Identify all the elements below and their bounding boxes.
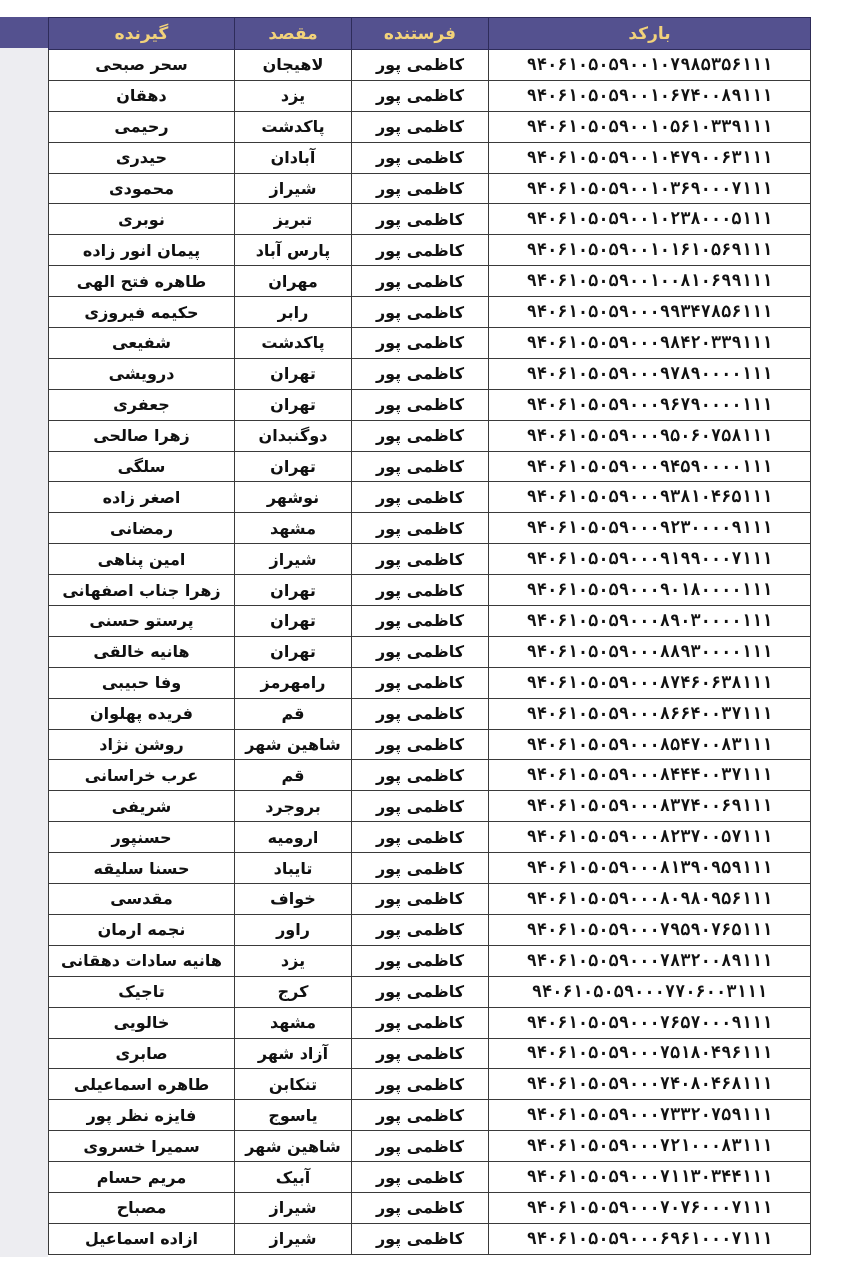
- destination-cell: تهران: [235, 389, 352, 420]
- recipient-cell: عرب خراسانی: [49, 760, 235, 791]
- table-row: [49, 1162, 811, 1193]
- sender-cell: کاظمی پور: [352, 1069, 489, 1100]
- table-row: [49, 1192, 811, 1223]
- table-row: [49, 358, 811, 389]
- barcode-cell: ۹۴۰۶۱۰۵۰۵۹۰۰۱۰۲۳۸۰۰۰۵۱۱۱: [489, 204, 811, 235]
- barcode-cell: ۹۴۰۶۱۰۵۰۵۹۰۰۰۷۹۵۹۰۷۶۵۱۱۱: [489, 914, 811, 945]
- barcode-cell: ۹۴۰۶۱۰۵۰۵۹۰۰۰۸۴۴۴۰۰۳۷۱۱۱: [489, 760, 811, 791]
- table-row: [49, 698, 811, 729]
- destination-cell: شاهین شهر: [235, 1131, 352, 1162]
- shipment-table-container: [48, 17, 810, 1255]
- destination-cell: خواف: [235, 884, 352, 915]
- sender-cell: کاظمی پور: [352, 50, 489, 81]
- recipient-cell: جعفری: [49, 389, 235, 420]
- sender-cell: کاظمی پور: [352, 80, 489, 111]
- barcode-cell: ۹۴۰۶۱۰۵۰۵۹۰۰۰۶۹۶۱۰۰۰۷۱۱۱: [489, 1223, 811, 1254]
- destination-cell: پاکدشت: [235, 111, 352, 142]
- sender-cell: کاظمی پور: [352, 544, 489, 575]
- table-row: [49, 482, 811, 513]
- table-row: [49, 853, 811, 884]
- sender-cell: کاظمی پور: [352, 297, 489, 328]
- sender-cell: کاظمی پور: [352, 884, 489, 915]
- table-row: [49, 111, 811, 142]
- recipient-cell: فایزه نظر پور: [49, 1100, 235, 1131]
- recipient-cell: زهرا جناب اصفهانی: [49, 575, 235, 606]
- barcode-cell: ۹۴۰۶۱۰۵۰۵۹۰۰۰۹۸۴۲۰۳۳۹۱۱۱: [489, 328, 811, 359]
- recipient-cell: شفیعی: [49, 328, 235, 359]
- sender-cell: کاظمی پور: [352, 328, 489, 359]
- barcode-cell: ۹۴۰۶۱۰۵۰۵۹۰۰۰۹۹۳۴۷۸۵۶۱۱۱: [489, 297, 811, 328]
- barcode-cell: ۹۴۰۶۱۰۵۰۵۹۰۰۰۹۷۸۹۰۰۰۰۱۱۱: [489, 358, 811, 389]
- recipient-cell: درویشی: [49, 358, 235, 389]
- sender-cell: کاظمی پور: [352, 822, 489, 853]
- recipient-cell: مریم حسام: [49, 1162, 235, 1193]
- table-row: [49, 575, 811, 606]
- recipient-cell: هانیه خالقی: [49, 636, 235, 667]
- side-strip-header: [0, 17, 48, 48]
- table-body: [49, 50, 811, 1255]
- sender-cell: کاظمی پور: [352, 482, 489, 513]
- recipient-cell: طاهره فتح الهی: [49, 266, 235, 297]
- destination-cell: تهران: [235, 606, 352, 637]
- table-row: [49, 976, 811, 1007]
- table-row: [49, 544, 811, 575]
- recipient-cell: روشن نژاد: [49, 729, 235, 760]
- barcode-cell: ۹۴۰۶۱۰۵۰۵۹۰۰۰۸۳۷۴۰۰۶۹۱۱۱: [489, 791, 811, 822]
- sender-cell: کاظمی پور: [352, 1038, 489, 1069]
- destination-cell: تبریز: [235, 204, 352, 235]
- recipient-cell: امین پناهی: [49, 544, 235, 575]
- barcode-cell: ۹۴۰۶۱۰۵۰۵۹۰۰۰۸۶۶۴۰۰۳۷۱۱۱: [489, 698, 811, 729]
- recipient-cell: هانیه سادات دهقانی: [49, 945, 235, 976]
- barcode-cell: ۹۴۰۶۱۰۵۰۵۹۰۰۱۰۱۶۱۰۵۶۹۱۱۱: [489, 235, 811, 266]
- sender-cell: کاظمی پور: [352, 575, 489, 606]
- destination-cell: راور: [235, 914, 352, 945]
- sender-cell: کاظمی پور: [352, 1007, 489, 1038]
- recipient-cell: سحر صبحی: [49, 50, 235, 81]
- sender-cell: کاظمی پور: [352, 451, 489, 482]
- destination-cell: دوگنبدان: [235, 420, 352, 451]
- barcode-cell: ۹۴۰۶۱۰۵۰۵۹۰۰۰۷۷۰۶۰۰۳۱۱۱: [489, 976, 811, 1007]
- recipient-cell: خالویی: [49, 1007, 235, 1038]
- sender-cell: کاظمی پور: [352, 173, 489, 204]
- barcode-cell: ۹۴۰۶۱۰۵۰۵۹۰۰۰۹۶۷۹۰۰۰۰۱۱۱: [489, 389, 811, 420]
- side-strip: [0, 17, 48, 1257]
- destination-cell: آبادان: [235, 142, 352, 173]
- barcode-cell: ۹۴۰۶۱۰۵۰۵۹۰۰۰۷۰۷۶۰۰۰۷۱۱۱: [489, 1192, 811, 1223]
- barcode-cell: ۹۴۰۶۱۰۵۰۵۹۰۰۰۹۵۰۶۰۷۵۸۱۱۱: [489, 420, 811, 451]
- barcode-cell: ۹۴۰۶۱۰۵۰۵۹۰۰۱۰۵۶۱۰۳۳۹۱۱۱: [489, 111, 811, 142]
- table-row: [49, 729, 811, 760]
- destination-cell: شیراز: [235, 1223, 352, 1254]
- table-row: [49, 204, 811, 235]
- destination-cell: شیراز: [235, 1192, 352, 1223]
- table-row: [49, 884, 811, 915]
- recipient-cell: محمودی: [49, 173, 235, 204]
- destination-cell: یزد: [235, 945, 352, 976]
- sender-cell: کاظمی پور: [352, 698, 489, 729]
- barcode-cell: ۹۴۰۶۱۰۵۰۵۹۰۰۰۷۳۳۲۰۷۵۹۱۱۱: [489, 1100, 811, 1131]
- column-header-recipient: گیرنده: [49, 18, 235, 50]
- shipment-table: [48, 17, 811, 1255]
- recipient-cell: زهرا صالحی: [49, 420, 235, 451]
- sender-cell: کاظمی پور: [352, 1192, 489, 1223]
- barcode-cell: ۹۴۰۶۱۰۵۰۵۹۰۰۰۷۱۱۳۰۳۴۴۱۱۱: [489, 1162, 811, 1193]
- destination-cell: تایباد: [235, 853, 352, 884]
- sender-cell: کاظمی پور: [352, 945, 489, 976]
- barcode-cell: ۹۴۰۶۱۰۵۰۵۹۰۰۰۸۱۳۹۰۹۵۹۱۱۱: [489, 853, 811, 884]
- sender-cell: کاظمی پور: [352, 358, 489, 389]
- destination-cell: یاسوج: [235, 1100, 352, 1131]
- destination-cell: نوشهر: [235, 482, 352, 513]
- sender-cell: کاظمی پور: [352, 204, 489, 235]
- barcode-cell: ۹۴۰۶۱۰۵۰۵۹۰۰۰۷۶۵۷۰۰۰۹۱۱۱: [489, 1007, 811, 1038]
- sender-cell: کاظمی پور: [352, 1223, 489, 1254]
- destination-cell: قم: [235, 760, 352, 791]
- barcode-cell: ۹۴۰۶۱۰۵۰۵۹۰۰۰۷۲۱۰۰۰۸۳۱۱۱: [489, 1131, 811, 1162]
- recipient-cell: حکیمه فیروزی: [49, 297, 235, 328]
- table-row: [49, 420, 811, 451]
- sender-cell: کاظمی پور: [352, 420, 489, 451]
- destination-cell: رابر: [235, 297, 352, 328]
- barcode-cell: ۹۴۰۶۱۰۵۰۵۹۰۰۰۸۰۹۸۰۹۵۶۱۱۱: [489, 884, 811, 915]
- destination-cell: ارومیه: [235, 822, 352, 853]
- destination-cell: کرج: [235, 976, 352, 1007]
- sender-cell: کاظمی پور: [352, 791, 489, 822]
- barcode-cell: ۹۴۰۶۱۰۵۰۵۹۰۰۰۹۱۹۹۰۰۰۷۱۱۱: [489, 544, 811, 575]
- destination-cell: آزاد شهر: [235, 1038, 352, 1069]
- recipient-cell: پرستو حسنی: [49, 606, 235, 637]
- table-row: [49, 636, 811, 667]
- recipient-cell: نوبری: [49, 204, 235, 235]
- sender-cell: کاظمی پور: [352, 235, 489, 266]
- table-row: [49, 1131, 811, 1162]
- sender-cell: کاظمی پور: [352, 667, 489, 698]
- recipient-cell: وفا حبیبی: [49, 667, 235, 698]
- barcode-cell: ۹۴۰۶۱۰۵۰۵۹۰۰۰۷۵۱۸۰۴۹۶۱۱۱: [489, 1038, 811, 1069]
- barcode-cell: ۹۴۰۶۱۰۵۰۵۹۰۰۰۸۸۹۳۰۰۰۰۱۱۱: [489, 636, 811, 667]
- sender-cell: کاظمی پور: [352, 853, 489, 884]
- table-row: [49, 328, 811, 359]
- recipient-cell: پیمان انور زاده: [49, 235, 235, 266]
- table-row: [49, 914, 811, 945]
- destination-cell: پاکدشت: [235, 328, 352, 359]
- recipient-cell: صابری: [49, 1038, 235, 1069]
- table-row: [49, 1007, 811, 1038]
- destination-cell: بروجرد: [235, 791, 352, 822]
- barcode-cell: ۹۴۰۶۱۰۵۰۵۹۰۰۰۸۹۰۳۰۰۰۰۱۱۱: [489, 606, 811, 637]
- table-row: [49, 451, 811, 482]
- table-row: [49, 513, 811, 544]
- recipient-cell: تاجیک: [49, 976, 235, 1007]
- table-row: [49, 1223, 811, 1254]
- sender-cell: کاظمی پور: [352, 606, 489, 637]
- sender-cell: کاظمی پور: [352, 914, 489, 945]
- destination-cell: رامهرمز: [235, 667, 352, 698]
- barcode-cell: ۹۴۰۶۱۰۵۰۵۹۰۰۱۰۰۸۱۰۶۹۹۱۱۱: [489, 266, 811, 297]
- table-row: [49, 389, 811, 420]
- destination-cell: مهران: [235, 266, 352, 297]
- destination-cell: مشهد: [235, 513, 352, 544]
- column-header-sender: فرستنده: [352, 18, 489, 50]
- sender-cell: کاظمی پور: [352, 513, 489, 544]
- recipient-cell: حسنا سلیقه: [49, 853, 235, 884]
- destination-cell: شاهین شهر: [235, 729, 352, 760]
- column-header-barcode: بارکد: [489, 18, 811, 50]
- recipient-cell: شریفی: [49, 791, 235, 822]
- table-row: [49, 822, 811, 853]
- destination-cell: لاهیجان: [235, 50, 352, 81]
- barcode-cell: ۹۴۰۶۱۰۵۰۵۹۰۰۰۸۵۴۷۰۰۸۳۱۱۱: [489, 729, 811, 760]
- table-row: [49, 266, 811, 297]
- recipient-cell: دهقان: [49, 80, 235, 111]
- sender-cell: کاظمی پور: [352, 976, 489, 1007]
- table-row: [49, 760, 811, 791]
- table-row: [49, 142, 811, 173]
- table-row: [49, 667, 811, 698]
- barcode-cell: ۹۴۰۶۱۰۵۰۵۹۰۰۰۸۷۴۶۰۶۳۸۱۱۱: [489, 667, 811, 698]
- barcode-cell: ۹۴۰۶۱۰۵۰۵۹۰۰۰۹۴۵۹۰۰۰۰۱۱۱: [489, 451, 811, 482]
- destination-cell: مشهد: [235, 1007, 352, 1038]
- barcode-cell: ۹۴۰۶۱۰۵۰۵۹۰۰۰۸۲۳۷۰۰۵۷۱۱۱: [489, 822, 811, 853]
- destination-cell: قم: [235, 698, 352, 729]
- barcode-cell: ۹۴۰۶۱۰۵۰۵۹۰۰۱۰۷۹۸۵۳۵۶۱۱۱: [489, 50, 811, 81]
- recipient-cell: مقدسی: [49, 884, 235, 915]
- table-row: [49, 1069, 811, 1100]
- recipient-cell: رمضانی: [49, 513, 235, 544]
- table-row: [49, 606, 811, 637]
- table-row: [49, 235, 811, 266]
- barcode-cell: ۹۴۰۶۱۰۵۰۵۹۰۰۰۷۸۳۲۰۰۸۹۱۱۱: [489, 945, 811, 976]
- destination-cell: شیراز: [235, 173, 352, 204]
- table-header-row: [49, 18, 811, 50]
- sender-cell: کاظمی پور: [352, 729, 489, 760]
- table-row: [49, 1100, 811, 1131]
- sender-cell: کاظمی پور: [352, 266, 489, 297]
- sender-cell: کاظمی پور: [352, 142, 489, 173]
- recipient-cell: سمیرا خسروی: [49, 1131, 235, 1162]
- table-row: [49, 173, 811, 204]
- sender-cell: کاظمی پور: [352, 1162, 489, 1193]
- recipient-cell: مصباح: [49, 1192, 235, 1223]
- table-row: [49, 297, 811, 328]
- destination-cell: تنکابن: [235, 1069, 352, 1100]
- destination-cell: پارس آباد: [235, 235, 352, 266]
- barcode-cell: ۹۴۰۶۱۰۵۰۵۹۰۰۰۷۴۰۸۰۴۶۸۱۱۱: [489, 1069, 811, 1100]
- column-header-destination: مقصد: [235, 18, 352, 50]
- destination-cell: یزد: [235, 80, 352, 111]
- recipient-cell: نجمه ارمان: [49, 914, 235, 945]
- barcode-cell: ۹۴۰۶۱۰۵۰۵۹۰۰۱۰۳۶۹۰۰۰۷۱۱۱: [489, 173, 811, 204]
- destination-cell: تهران: [235, 358, 352, 389]
- barcode-cell: ۹۴۰۶۱۰۵۰۵۹۰۰۰۹۲۳۰۰۰۰۹۱۱۱: [489, 513, 811, 544]
- destination-cell: تهران: [235, 451, 352, 482]
- table-row: [49, 1038, 811, 1069]
- recipient-cell: حسنپور: [49, 822, 235, 853]
- recipient-cell: حیدری: [49, 142, 235, 173]
- barcode-cell: ۹۴۰۶۱۰۵۰۵۹۰۰۱۰۴۷۹۰۰۶۳۱۱۱: [489, 142, 811, 173]
- sender-cell: کاظمی پور: [352, 111, 489, 142]
- sender-cell: کاظمی پور: [352, 760, 489, 791]
- table-row: [49, 80, 811, 111]
- destination-cell: تهران: [235, 575, 352, 606]
- destination-cell: تهران: [235, 636, 352, 667]
- table-row: [49, 945, 811, 976]
- recipient-cell: فریده پهلوان: [49, 698, 235, 729]
- recipient-cell: ازاده اسماعیل: [49, 1223, 235, 1254]
- destination-cell: آبیک: [235, 1162, 352, 1193]
- sender-cell: کاظمی پور: [352, 1100, 489, 1131]
- destination-cell: شیراز: [235, 544, 352, 575]
- table-row: [49, 791, 811, 822]
- recipient-cell: اصغر زاده: [49, 482, 235, 513]
- recipient-cell: رحیمی: [49, 111, 235, 142]
- barcode-cell: ۹۴۰۶۱۰۵۰۵۹۰۰۰۹۳۸۱۰۴۶۵۱۱۱: [489, 482, 811, 513]
- sender-cell: کاظمی پور: [352, 1131, 489, 1162]
- sender-cell: کاظمی پور: [352, 636, 489, 667]
- barcode-cell: ۹۴۰۶۱۰۵۰۵۹۰۰۰۹۰۱۸۰۰۰۰۱۱۱: [489, 575, 811, 606]
- sender-cell: کاظمی پور: [352, 389, 489, 420]
- table-row: [49, 50, 811, 81]
- recipient-cell: طاهره اسماعیلی: [49, 1069, 235, 1100]
- recipient-cell: سلگی: [49, 451, 235, 482]
- barcode-cell: ۹۴۰۶۱۰۵۰۵۹۰۰۱۰۶۷۴۰۰۸۹۱۱۱: [489, 80, 811, 111]
